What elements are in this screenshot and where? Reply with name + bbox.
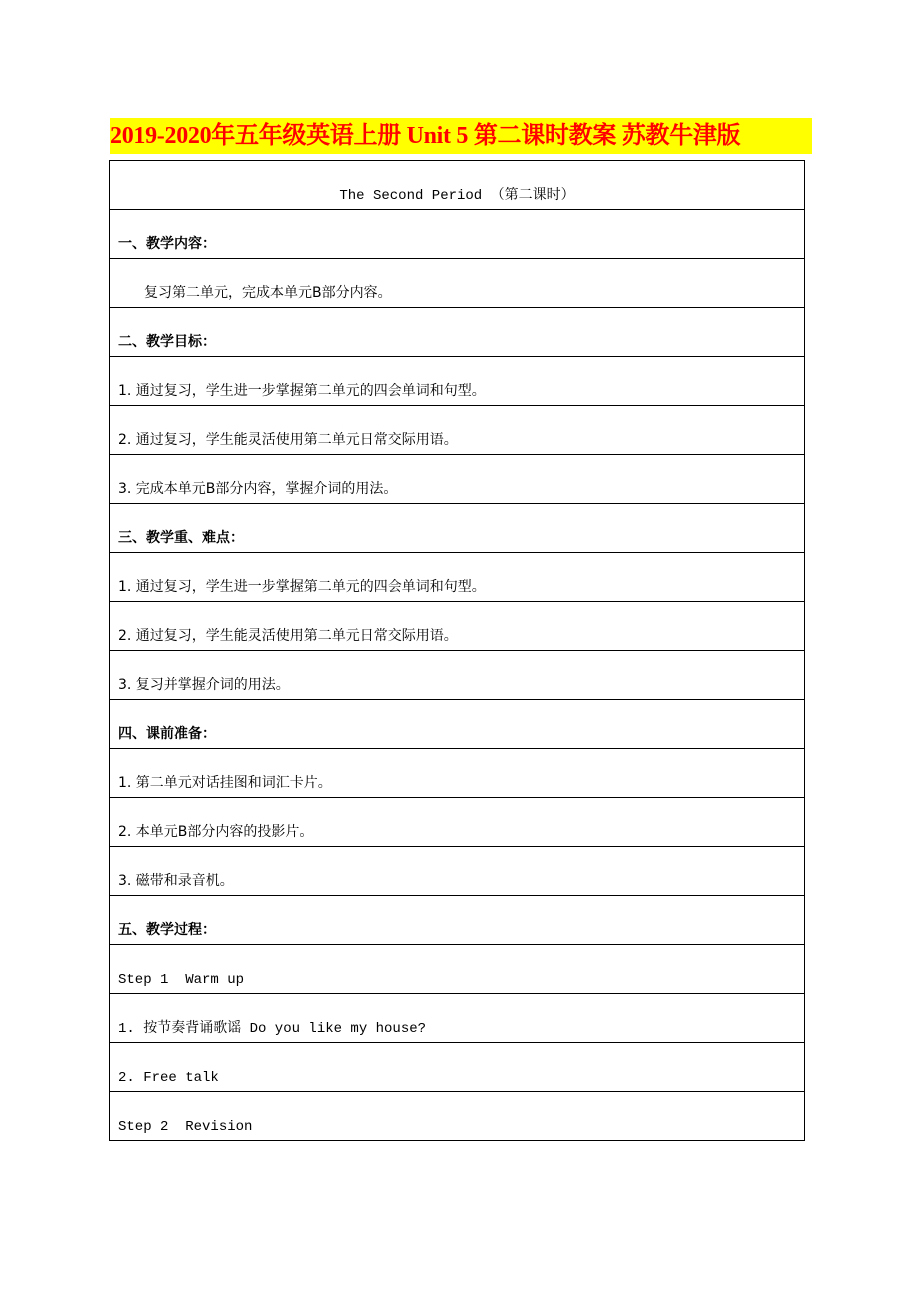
table-row bbox=[110, 798, 804, 847]
row-text: 2. 通过复习，学生能灵活使用第二单元日常交际用语。 bbox=[118, 628, 458, 644]
section-heading-row bbox=[110, 896, 804, 945]
row-text: 复习第二单元，完成本单元B部分内容。 bbox=[144, 285, 392, 301]
section-heading-row bbox=[110, 700, 804, 749]
row-text: 一、教学内容： bbox=[118, 236, 216, 252]
table-row bbox=[110, 161, 804, 210]
row-text: 1. 第二单元对话挂图和词汇卡片。 bbox=[118, 775, 332, 791]
row-text: 1. 按节奏背诵歌谣 Do you like my house? bbox=[118, 1021, 427, 1037]
document-title: 2019-2020年五年级英语上册 Unit 5 第二课时教案 苏教牛津版 bbox=[110, 118, 812, 154]
table-row bbox=[110, 602, 804, 651]
row-text: 四、课前准备： bbox=[118, 726, 216, 742]
row-text: 2. 本单元B部分内容的投影片。 bbox=[118, 824, 314, 840]
table-row bbox=[110, 847, 804, 896]
row-text: 五、教学过程： bbox=[118, 922, 216, 938]
table-row bbox=[110, 1043, 804, 1092]
row-text: 三、教学重、难点： bbox=[118, 530, 244, 546]
section-heading-row bbox=[110, 504, 804, 553]
table-row bbox=[110, 749, 804, 798]
section-heading-row bbox=[110, 210, 804, 259]
row-text: 3. 复习并掌握介词的用法。 bbox=[118, 677, 290, 693]
table-row bbox=[110, 945, 804, 994]
row-text: Step 1 Warm up bbox=[118, 972, 245, 988]
row-text: 2. Free talk bbox=[118, 1070, 219, 1086]
table-row bbox=[110, 1092, 804, 1140]
table-row bbox=[110, 455, 804, 504]
table-row bbox=[110, 406, 804, 455]
table-row bbox=[110, 553, 804, 602]
row-text: 3. 完成本单元B部分内容，掌握介词的用法。 bbox=[118, 481, 398, 497]
lesson-plan-table bbox=[109, 160, 805, 1141]
table-row bbox=[110, 259, 804, 308]
section-heading-row bbox=[110, 308, 804, 357]
row-text: 1. 通过复习，学生进一步掌握第二单元的四会单词和句型。 bbox=[118, 383, 486, 399]
table-row bbox=[110, 357, 804, 406]
table-row bbox=[110, 651, 804, 700]
row-text: 2. 通过复习，学生能灵活使用第二单元日常交际用语。 bbox=[118, 432, 458, 448]
row-text: The Second Period （第二课时） bbox=[339, 188, 575, 204]
row-text: 1. 通过复习，学生进一步掌握第二单元的四会单词和句型。 bbox=[118, 579, 486, 595]
row-text: Step 2 Revision bbox=[118, 1119, 253, 1135]
row-text: 3. 磁带和录音机。 bbox=[118, 873, 234, 889]
table-row bbox=[110, 994, 804, 1043]
row-text: 二、教学目标： bbox=[118, 334, 216, 350]
